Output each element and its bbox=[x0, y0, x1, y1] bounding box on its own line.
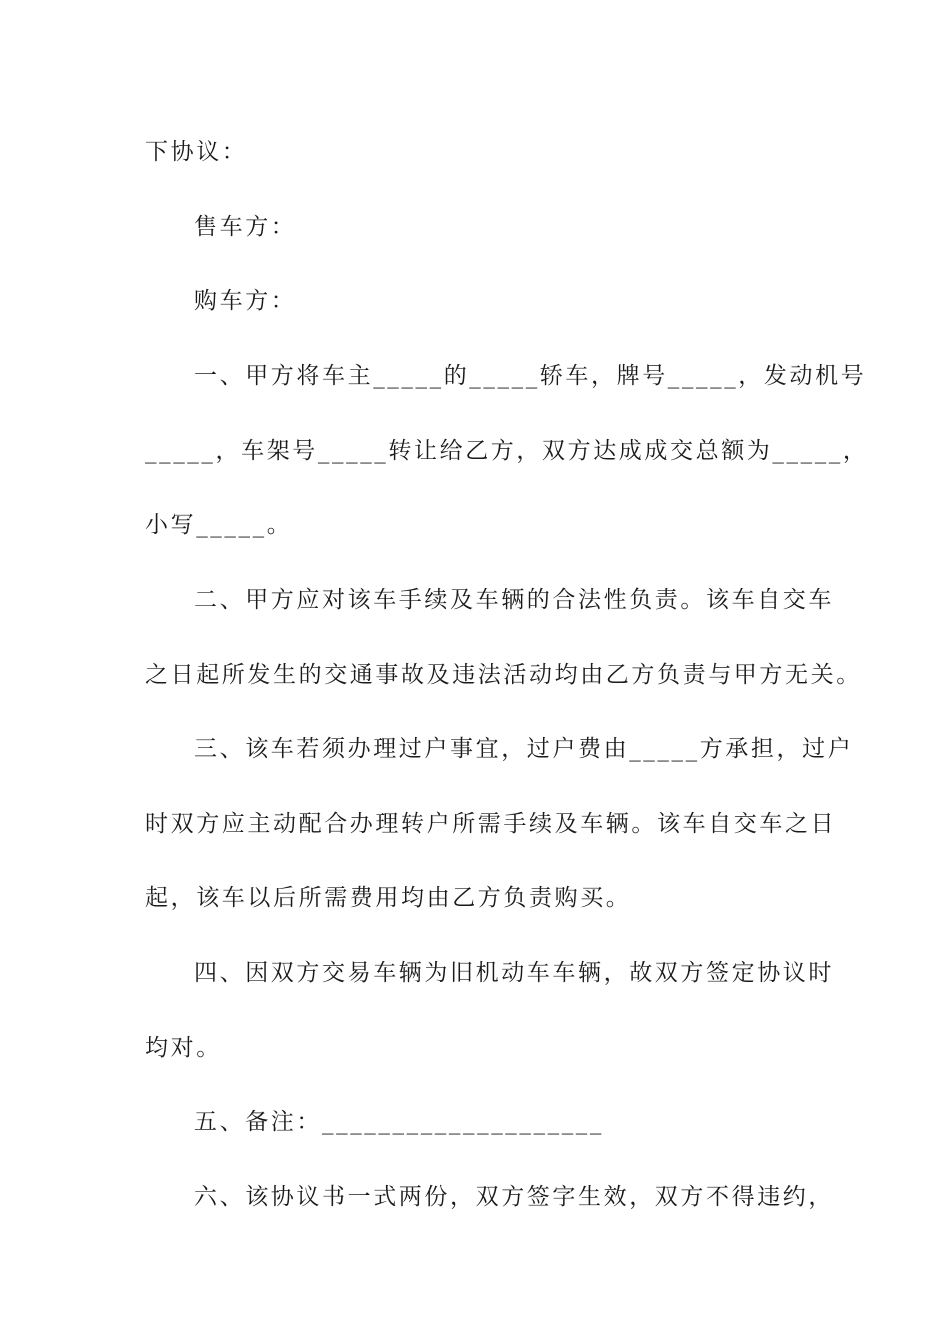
paragraph-line: 五、备注：____________________ bbox=[194, 1109, 604, 1135]
paragraph-line: 之日起所发生的交通事故及违法活动均由乙方负责与甲方无关。 bbox=[145, 662, 862, 688]
paragraph-line: 二、甲方应对该车手续及车辆的合法性负责。该车自交车 bbox=[194, 587, 834, 613]
paragraph-line: 售车方： bbox=[194, 214, 297, 240]
paragraph-line: 四、因双方交易车辆为旧机动车车辆，故双方签定协议时 bbox=[194, 960, 834, 986]
paragraph-line: 六、该协议书一式两份，双方签字生效，双方不得违约， bbox=[194, 1184, 834, 1210]
paragraph-line: 三、该车若须办理过户事宜，过户费由_____方承担，过户 bbox=[194, 736, 854, 762]
paragraph-line: 一、甲方将车主_____的_____轿车，牌号_____，发动机号 bbox=[194, 363, 867, 389]
paragraph-line: 下协议： bbox=[145, 139, 248, 165]
paragraph-line: 购车方： bbox=[194, 288, 297, 314]
paragraph-line: 时双方应主动配合办理转户所需手续及车辆。该车自交车之日 bbox=[145, 811, 837, 837]
paragraph-line: _____，车架号_____转让给乙方，双方达成成交总额为_____， bbox=[145, 438, 869, 464]
paragraph-line: 起，该车以后所需费用均由乙方负责购买。 bbox=[145, 885, 632, 911]
paragraph-line: 小写_____。 bbox=[145, 512, 293, 538]
paragraph-line: 均对。 bbox=[145, 1035, 222, 1061]
